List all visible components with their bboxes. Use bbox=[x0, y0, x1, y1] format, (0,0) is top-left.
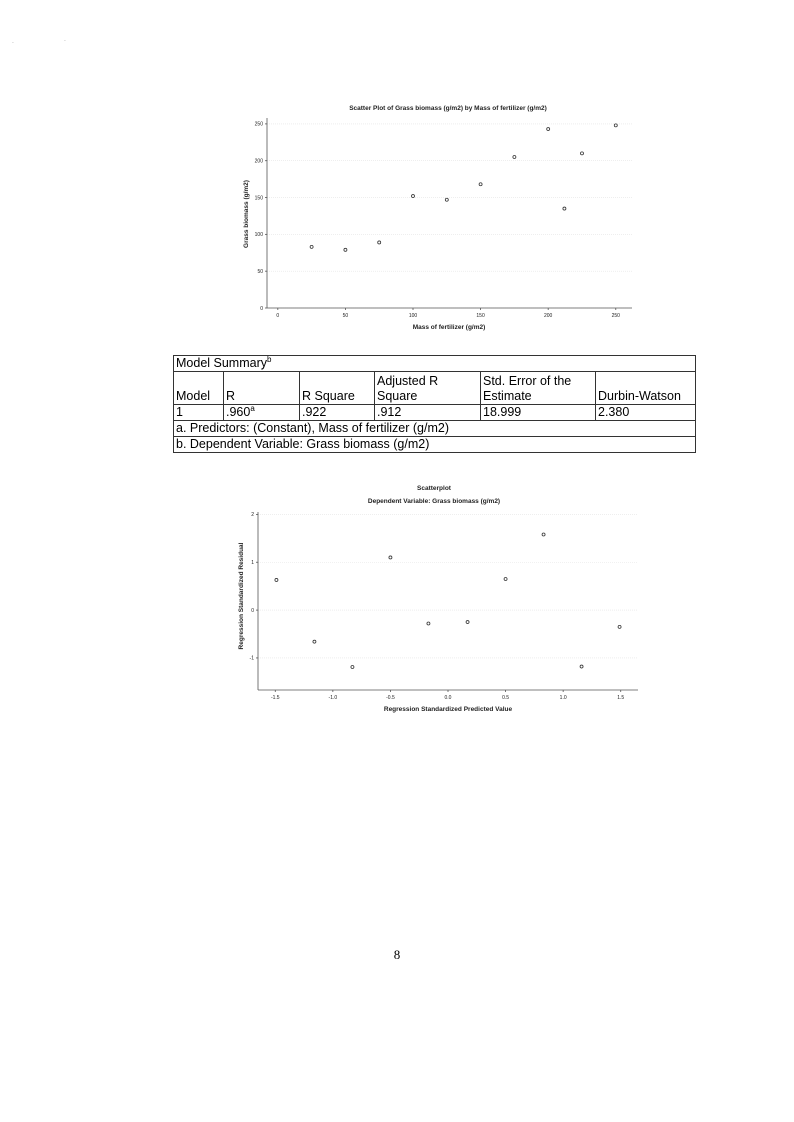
y-tick-label: 150 bbox=[254, 195, 263, 202]
y-tick-label: 0 bbox=[251, 607, 254, 614]
footnote-a: a. Predictors: (Constant), Mass of fertilizer (g/m2) bbox=[174, 421, 696, 437]
chart-title: Scatterplot bbox=[417, 485, 451, 492]
scan-mark: · bbox=[12, 40, 14, 47]
x-tick-label: 0 bbox=[276, 313, 280, 319]
x-axis-label: Regression Standardized Predicted Value bbox=[383, 706, 513, 713]
cell-adjusted-r-square: .912 bbox=[375, 405, 481, 421]
chart-title: Scatter Plot of Grass biomass (g/m2) by Mass of fertilizer (g/m2) bbox=[349, 105, 547, 112]
y-tick-label: 250 bbox=[254, 121, 263, 128]
y-tick-label: 0 bbox=[260, 305, 263, 312]
data-point bbox=[618, 625, 621, 628]
y-axis-label: Grass biomass (g/m2) bbox=[243, 180, 250, 248]
x-tick-label: 100 bbox=[408, 313, 418, 319]
x-tick-label: 0.5 bbox=[502, 695, 510, 701]
x-tick-label: 250 bbox=[611, 313, 620, 319]
data-point bbox=[275, 578, 278, 581]
x-tick-label: 150 bbox=[476, 313, 485, 319]
x-tick-label: 1.0 bbox=[559, 695, 567, 701]
page-number: 8 bbox=[393, 947, 401, 962]
x-tick-label: 1.5 bbox=[617, 695, 625, 701]
chart-subtitle: Dependent Variable: Grass biomass (g/m2) bbox=[367, 498, 501, 505]
header-r: R bbox=[224, 372, 300, 405]
header-model: Model bbox=[174, 372, 224, 405]
x-tick-label: -1.5 bbox=[270, 695, 280, 701]
data-point bbox=[580, 665, 583, 668]
x-tick-label: -0.5 bbox=[386, 695, 395, 701]
x-axis-label: Mass of fertilizer (g/m2) bbox=[412, 324, 486, 331]
title-footnote-marker: b bbox=[267, 354, 272, 364]
r-footnote-marker: a bbox=[250, 403, 255, 413]
x-tick-label: 50 bbox=[342, 313, 349, 319]
y-tick-label: 50 bbox=[257, 268, 263, 275]
table-title: Model Summary$^b$ bbox=[174, 356, 696, 372]
x-tick-label: 200 bbox=[544, 313, 553, 319]
data-point bbox=[542, 533, 545, 536]
y-tick-label: 100 bbox=[254, 232, 263, 239]
cell-std-error: 18.999 bbox=[481, 405, 596, 421]
cell-r: .960$^a$ bbox=[224, 405, 300, 421]
header-adjusted-r-square: Adjusted R Square bbox=[375, 372, 481, 405]
y-tick-label: 200 bbox=[254, 158, 263, 165]
header-durbin-watson: Durbin-Watson bbox=[596, 372, 696, 405]
scan-mark: · bbox=[64, 38, 66, 45]
cell-model: 1 bbox=[174, 405, 224, 421]
y-tick-label: -1 bbox=[249, 655, 254, 662]
data-point bbox=[389, 556, 392, 559]
cell-r-square: .922 bbox=[300, 405, 375, 421]
y-tick-label: 1 bbox=[251, 560, 254, 567]
data-point bbox=[351, 666, 354, 669]
cell-durbin-watson: 2.380 bbox=[596, 405, 696, 421]
header-r-square: R Square bbox=[300, 372, 375, 405]
x-tick-label: -1.0 bbox=[328, 695, 338, 701]
footnote-b: b. Dependent Variable: Grass biomass (g/m2) bbox=[174, 437, 696, 453]
y-axis-label: Regression Standardized Residual bbox=[238, 542, 245, 650]
header-std-error: Std. Error of the Estimate bbox=[481, 372, 596, 405]
x-tick-label: 0.0 bbox=[444, 695, 452, 701]
y-tick-label: 2 bbox=[251, 512, 254, 519]
data-point bbox=[504, 577, 507, 580]
data-point bbox=[466, 621, 469, 624]
data-point bbox=[313, 640, 316, 643]
data-point bbox=[427, 622, 430, 625]
